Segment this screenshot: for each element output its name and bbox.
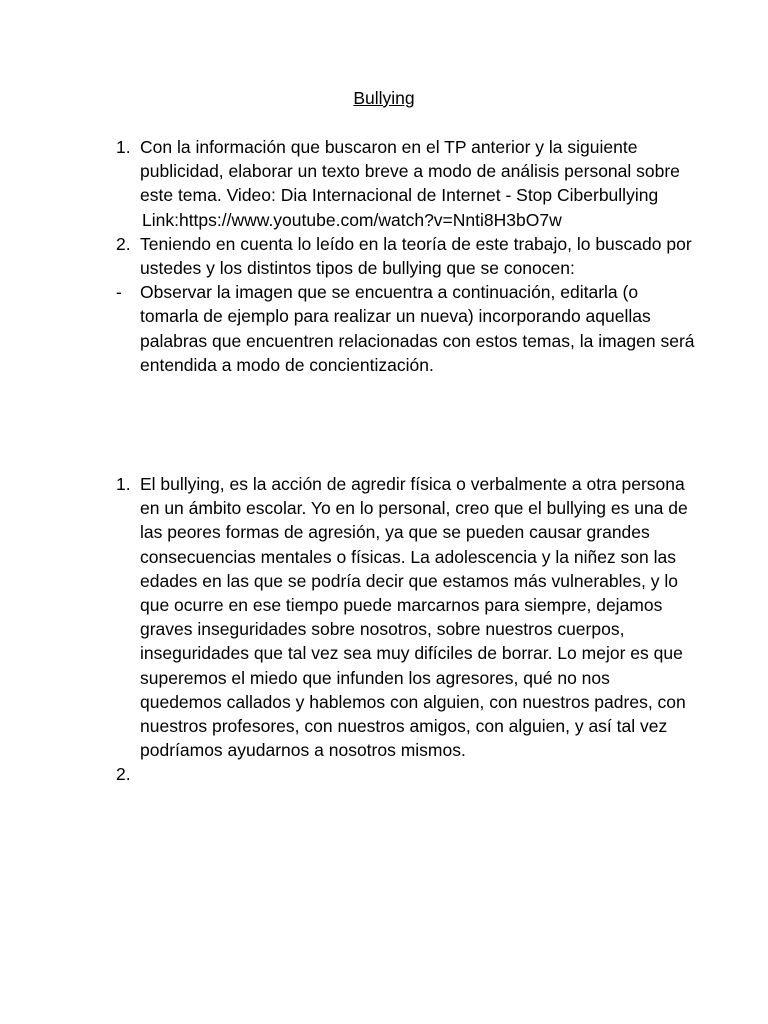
answer-text: El bullying, es la acción de agredir física o verbalmente a otra persona en un ámbito escolar. Yo en lo personal, creo que el bullying es una de las peores formas de agresión, ya que se pueden causar grandes consecuencias mentales o físicas. La adolescencia y la niñez son las edades en las que se podría decir que estamos más vulnerables, y lo que ocurre en ese tiempo puede marcarnos para siempre, dejamos graves inseguridades sobre nosotros, sobre nuestros cuerpos, inseguridades que tal vez sea muy difíciles de borrar. Lo mejor es que superemos el miedo que infunden los agresores, qué no nos quedemos callados y hablemos con alguien, con nuestros padres, con nuestros profesores, con nuestros amigos, con alguien, y así tal vez podríamos ayudarnos a nosotros mismos. [140, 474, 688, 761]
video-link[interactable]: Link:https://www.youtube.com/watch?v=Nnti8H3bO7w [142, 209, 562, 230]
instructions-list [116, 135, 696, 377]
answer-item-1 [116, 472, 696, 762]
title-text: Bullying [353, 88, 415, 108]
page-title [0, 86, 768, 110]
instruction-text: Observar la imagen que se encuentra a continuación, editarla (o tomarla de ejemplo para realizar un nueva) incorporando aquellas palabras que encuentren relacionadas con estos temas, la imagen será entendida a modo de concientización. [140, 282, 695, 375]
list-marker: 1. [116, 474, 131, 494]
answer-item-2 [116, 762, 696, 786]
instruction-text: Con la información que buscaron en el TP anterior y la siguiente publicidad, elaborar un texto breve a modo de análisis personal sobre este tema. Video: Dia Internacional de Internet - Stop Ciberbullying [140, 137, 680, 206]
instruction-item-dash [116, 280, 696, 377]
instruction-item-1 [116, 135, 696, 232]
list-marker: 1. [116, 137, 131, 157]
answers-list [116, 472, 696, 787]
answer-text [140, 762, 696, 786]
list-marker: 2. [116, 764, 131, 785]
list-marker: 2. [116, 233, 131, 254]
list-marker: - [116, 282, 122, 303]
instruction-text: Teniendo en cuenta lo leído en la teoría de este trabajo, lo buscado por ustedes y los distintos tipos de bullying que se conocen: [140, 233, 692, 279]
instruction-item-2 [116, 232, 696, 280]
